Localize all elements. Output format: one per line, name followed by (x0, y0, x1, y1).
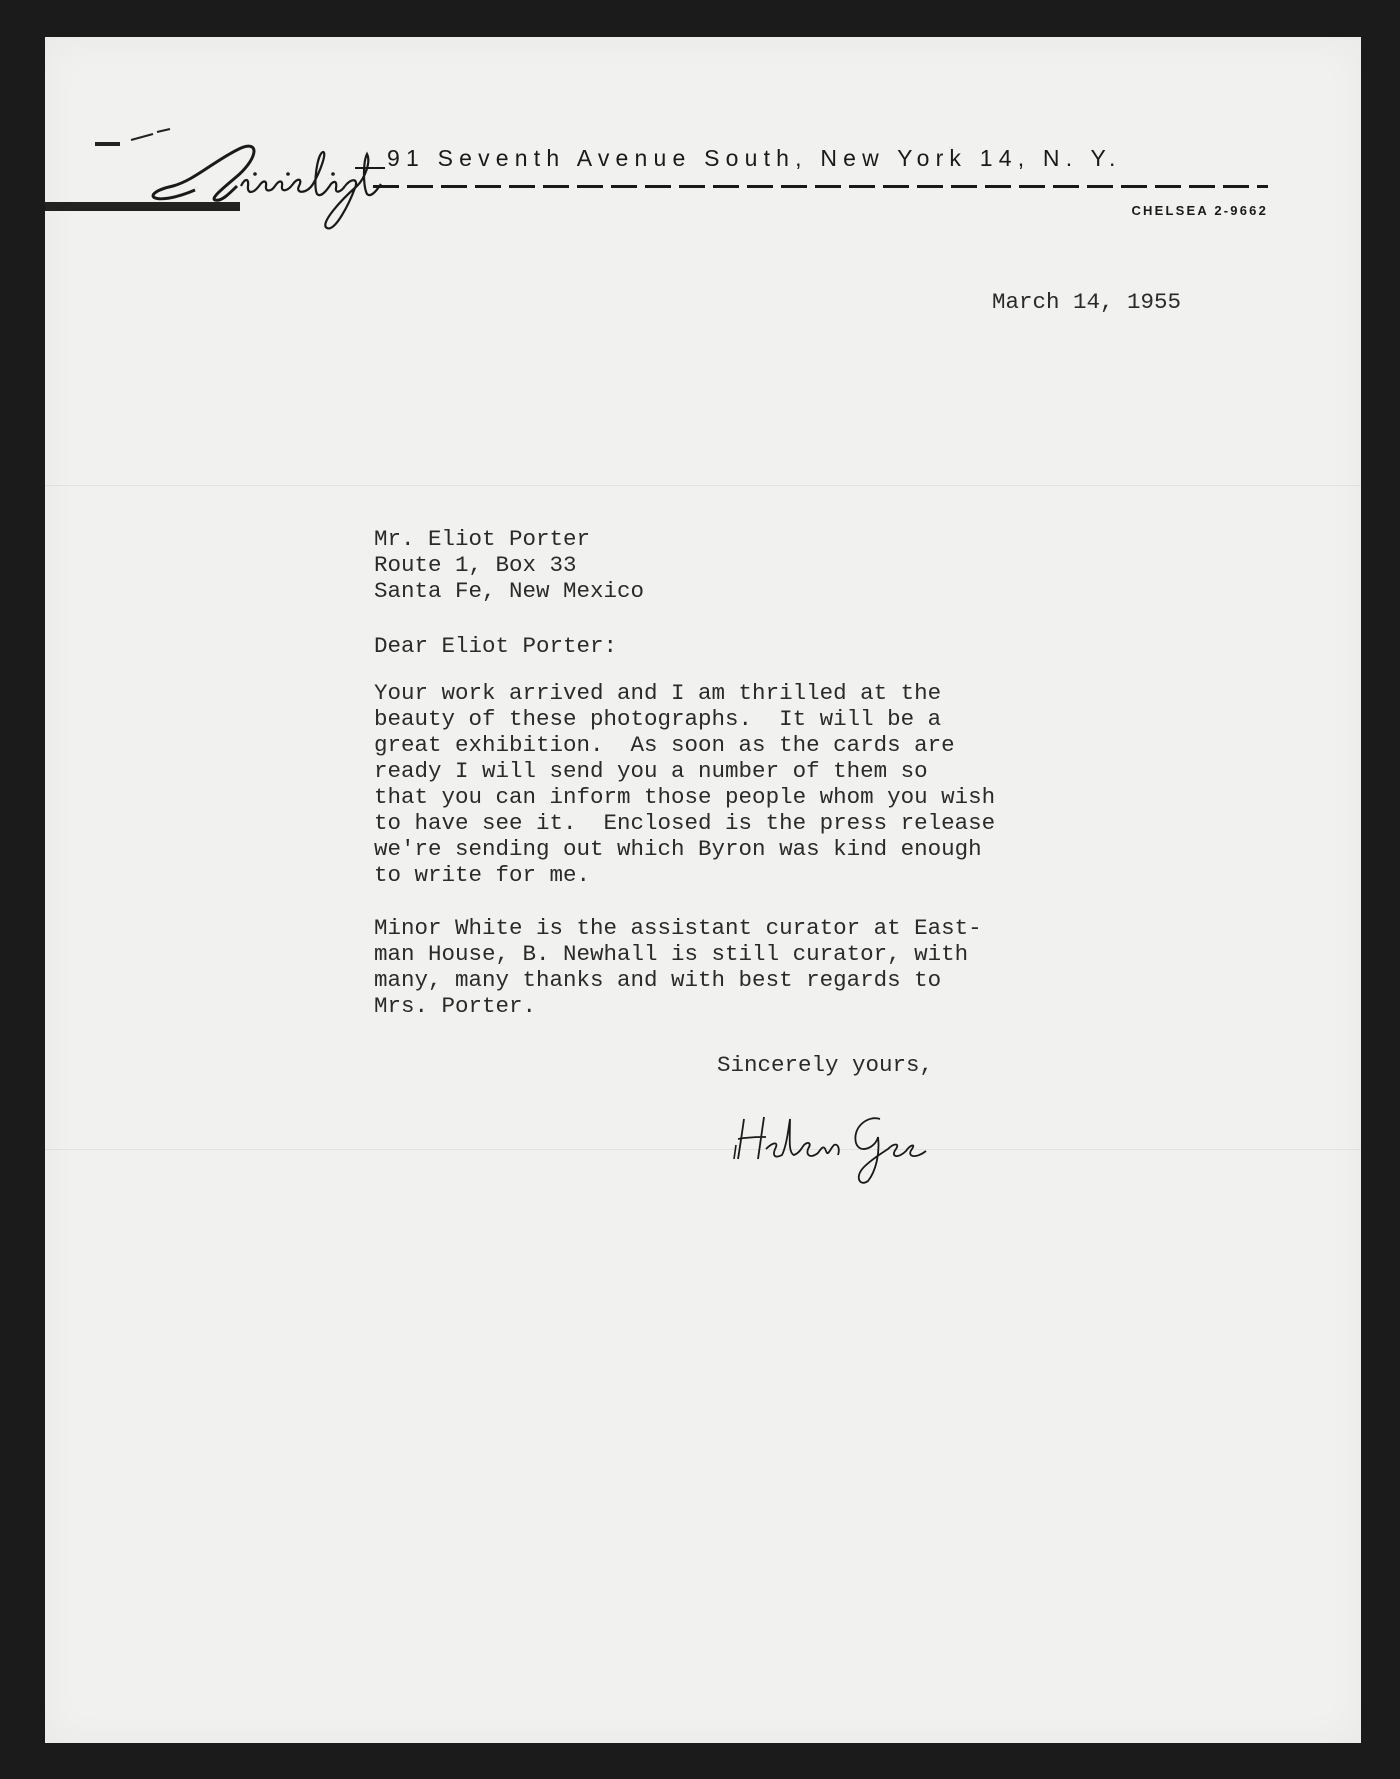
body-line: we're sending out which Byron was kind enough (374, 836, 982, 862)
recipient-address (374, 526, 644, 604)
closing: Sincerely yours, (717, 1052, 934, 1078)
limelight-logo (45, 82, 385, 242)
salutation: Dear Eliot Porter: (374, 633, 618, 659)
letterhead-phone: CHELSEA 2-9662 (1131, 203, 1268, 218)
letter-date: March 14, 1955 (992, 289, 1182, 315)
recipient-line: Route 1, Box 33 (374, 552, 577, 578)
fold-line (45, 485, 1361, 486)
body-line: to write for me. (374, 862, 591, 888)
body-line: many, many thanks and with best regards to (374, 967, 942, 993)
recipient-line: Santa Fe, New Mexico (374, 578, 645, 604)
body-line: great exhibition. As soon as the cards are (374, 732, 955, 758)
letter-page (45, 37, 1361, 1743)
handwritten-signature (730, 1097, 940, 1187)
body-line: ready I will send you a number of them so (374, 758, 928, 784)
letterhead-rule (373, 185, 1268, 188)
recipient-line: Mr. Eliot Porter (374, 526, 591, 552)
body-line: that you can inform those people whom you wish (374, 784, 996, 810)
body-paragraph-2 (374, 915, 982, 1019)
body-paragraph-1 (374, 680, 995, 888)
body-line: beauty of these photographs. It will be a (374, 706, 942, 732)
letterhead-address: 91 Seventh Avenue South, New York 14, N. Y. (387, 145, 1122, 171)
body-line: man House, B. Newhall is still curator, with (374, 941, 969, 967)
body-line: Your work arrived and I am thrilled at the (374, 680, 942, 706)
fold-line (45, 1149, 1361, 1150)
body-line: Minor White is the assistant curator at East- (374, 915, 982, 941)
body-line: to have see it. Enclosed is the press release (374, 810, 996, 836)
body-line: Mrs. Porter. (374, 993, 537, 1019)
